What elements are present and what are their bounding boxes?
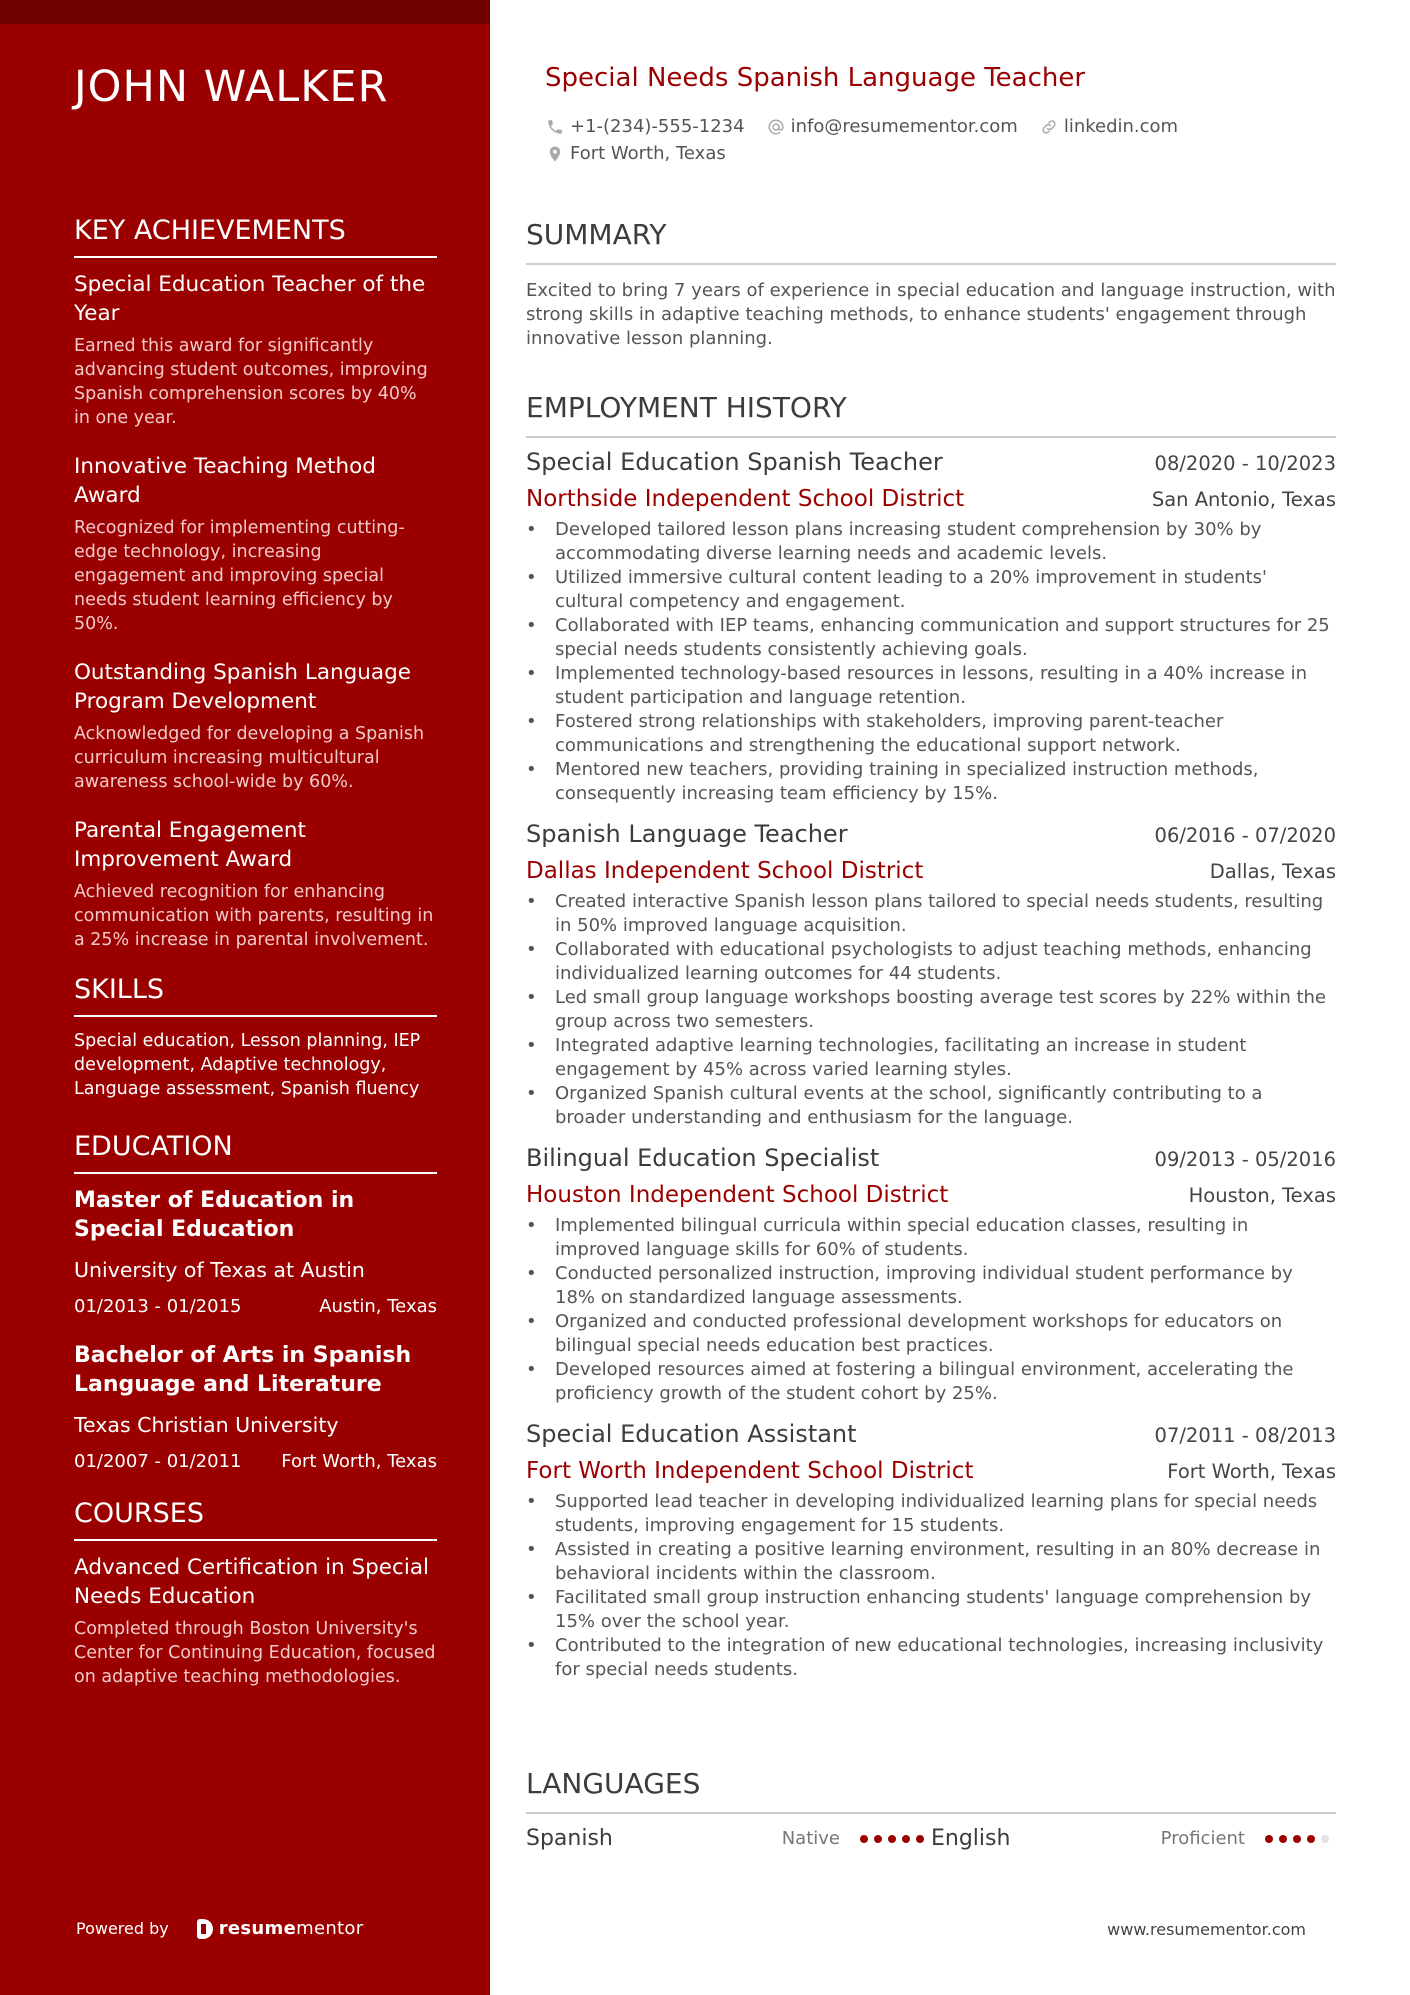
achievement-item bbox=[74, 270, 437, 430]
job-bullet: • Organized Spanish cultural events at the school, significantly contributing to a broader understanding and enthusiasm for the language. bbox=[526, 1082, 1336, 1130]
job-entry bbox=[526, 1420, 1336, 1682]
job-dates: 07/2011 - 08/2013 bbox=[1154, 1424, 1336, 1447]
rating-dot bbox=[902, 1835, 910, 1843]
education-school: University of Texas at Austin bbox=[74, 1258, 365, 1282]
job-bullet: • Assisted in creating a positive learning environment, resulting in an 80% decrease in behavioral incidents within the classroom. bbox=[526, 1538, 1336, 1586]
job-location: Dallas, Texas bbox=[1209, 860, 1336, 883]
job-bullet: • Utilized immersive cultural content leading to a 20% improvement in students' cultural competency and engagement. bbox=[526, 566, 1336, 614]
skills-heading: SKILLS bbox=[74, 974, 437, 1017]
job-role: Special Education Assistant bbox=[526, 1420, 857, 1448]
job-bullets bbox=[526, 518, 1336, 806]
education-location: Fort Worth, Texas bbox=[281, 1451, 437, 1472]
languages-section bbox=[526, 1767, 1336, 1851]
rating-dot bbox=[916, 1835, 924, 1843]
at-icon bbox=[767, 118, 785, 136]
education-dates: 01/2013 - 01/2015 bbox=[74, 1296, 242, 1317]
job-header bbox=[526, 820, 1336, 848]
summary-section bbox=[526, 218, 1336, 351]
course-title: Advanced Certification in Special Needs Education bbox=[74, 1555, 429, 1609]
language-rating bbox=[860, 1835, 924, 1843]
education-heading: EDUCATION bbox=[74, 1131, 437, 1174]
job-bullet: • Integrated adaptive learning technologies, facilitating an increase in student engagement by 45% across varied learning styles. bbox=[526, 1034, 1336, 1082]
job-entry bbox=[526, 1144, 1336, 1406]
skills-text: Special education, Lesson planning, IEP development, Adaptive technology, Language assessment, Spanish fluency bbox=[74, 1031, 421, 1099]
course-item bbox=[74, 1553, 437, 1689]
education-location: Austin, Texas bbox=[319, 1296, 437, 1317]
rating-dot bbox=[1321, 1835, 1329, 1843]
contact-info bbox=[546, 113, 1178, 167]
job-role: Bilingual Education Specialist bbox=[526, 1144, 880, 1172]
language-item bbox=[931, 1826, 1336, 1851]
achievement-description: Acknowledged for developing a Spanish curriculum increasing multicultural awareness school-wide by 60%. bbox=[74, 724, 425, 792]
language-level: Native bbox=[781, 1828, 840, 1849]
rating-dot bbox=[1293, 1835, 1301, 1843]
phone-text: +1-(234)-555-1234 bbox=[570, 116, 745, 137]
job-company: Houston Independent School District bbox=[526, 1182, 949, 1208]
achievement-description: Achieved recognition for enhancing communication with parents, resulting in a 25% increase in parental involvement. bbox=[74, 882, 434, 950]
employment-heading: EMPLOYMENT HISTORY bbox=[526, 391, 1336, 438]
job-bullet: • Collaborated with IEP teams, enhancing communication and support structures for 25 special needs students consistently achieving goals. bbox=[526, 614, 1336, 662]
location-text: Fort Worth, Texas bbox=[570, 143, 726, 164]
job-bullet: • Created interactive Spanish lesson plans tailored to special needs students, resulting in 50% improved language acquisition. bbox=[526, 890, 1336, 938]
phone-contact[interactable] bbox=[546, 116, 745, 137]
job-bullet: • Organized and conducted professional development workshops for educators on bilingual special needs education best practices. bbox=[526, 1310, 1336, 1358]
job-company: Fort Worth Independent School District bbox=[526, 1458, 974, 1484]
achievement-item bbox=[74, 658, 437, 794]
employment-section bbox=[526, 391, 1336, 1682]
achievement-title: Innovative Teaching Method Award bbox=[74, 454, 376, 508]
job-bullet: • Mentored new teachers, providing training in specialized instruction methods, consequently increasing team efficiency by 15%. bbox=[526, 758, 1336, 806]
course-description: Completed through Boston University's Center for Continuing Education, focused on adaptive teaching methodologies. bbox=[74, 1619, 436, 1687]
summary-heading: SUMMARY bbox=[526, 218, 1336, 265]
job-entry bbox=[526, 448, 1336, 806]
job-bullets bbox=[526, 1214, 1336, 1406]
job-bullet: • Developed resources aimed at fostering a bilingual environment, accelerating the proficiency growth of the student cohort by 25%. bbox=[526, 1358, 1336, 1406]
education-meta bbox=[74, 1451, 437, 1472]
sidebar bbox=[0, 0, 490, 1995]
education-dates: 01/2007 - 01/2011 bbox=[74, 1451, 242, 1472]
language-name: Spanish bbox=[526, 1826, 613, 1851]
location-pin-icon bbox=[546, 145, 564, 163]
education-degree: Bachelor of Arts in Spanish Language and Literature bbox=[74, 1343, 412, 1397]
email-text: info@resumementor.com bbox=[790, 116, 1018, 137]
powered-by-label: Powered by bbox=[76, 1919, 169, 1938]
linkedin-text: linkedin.com bbox=[1063, 116, 1179, 137]
education-meta bbox=[74, 1296, 437, 1317]
phone-icon bbox=[546, 118, 564, 136]
job-bullet: • Facilitated small group instruction enhancing students' language comprehension by 15% over the school year. bbox=[526, 1586, 1336, 1634]
achievement-item bbox=[74, 816, 437, 952]
achievement-description: Earned this award for significantly advancing student outcomes, improving Spanish comprehension scores by 40% in one year. bbox=[74, 336, 428, 428]
education-item bbox=[74, 1341, 437, 1472]
job-bullets bbox=[526, 890, 1336, 1130]
job-company: Dallas Independent School District bbox=[526, 858, 924, 884]
language-name: English bbox=[931, 1826, 1011, 1851]
job-entry bbox=[526, 820, 1336, 1130]
job-dates: 08/2020 - 10/2023 bbox=[1154, 452, 1336, 475]
brand-logo[interactable] bbox=[197, 1918, 364, 1939]
email-contact[interactable] bbox=[767, 116, 1018, 137]
achievement-item bbox=[74, 452, 437, 636]
job-role: Special Education Spanish Teacher bbox=[526, 448, 943, 476]
job-dates: 09/2013 - 05/2016 bbox=[1154, 1148, 1336, 1171]
job-header bbox=[526, 448, 1336, 476]
language-level: Proficient bbox=[1160, 1828, 1245, 1849]
sidebar-content bbox=[74, 215, 437, 1689]
brand-name-bold: resume bbox=[218, 1918, 297, 1939]
linkedin-contact[interactable] bbox=[1040, 116, 1178, 137]
job-subheader bbox=[526, 486, 1336, 512]
summary-text: Excited to bring 7 years of experience in special education and language instruction, with strong skills in adaptive teaching methods, to enhance students' engagement through innovative lesson planning. bbox=[526, 280, 1336, 349]
achievement-title: Special Education Teacher of the Year bbox=[74, 272, 426, 326]
job-dates: 06/2016 - 07/2020 bbox=[1154, 824, 1336, 847]
powered-by bbox=[76, 1918, 363, 1939]
education-item bbox=[74, 1186, 437, 1317]
brand-name-light: mentor bbox=[296, 1918, 364, 1939]
job-bullet: • Contributed to the integration of new educational technologies, increasing inclusivity for special needs students. bbox=[526, 1634, 1336, 1682]
rating-dot bbox=[1279, 1835, 1287, 1843]
job-location: San Antonio, Texas bbox=[1151, 488, 1336, 511]
courses-list bbox=[74, 1553, 437, 1689]
job-location: Houston, Texas bbox=[1188, 1184, 1336, 1207]
rating-dot bbox=[874, 1835, 882, 1843]
jobs-list bbox=[526, 448, 1336, 1682]
candidate-name: JOHN WALKER bbox=[74, 62, 389, 112]
achievement-title: Outstanding Spanish Language Program Development bbox=[74, 660, 411, 714]
education-school: Texas Christian University bbox=[74, 1413, 339, 1437]
job-bullet: • Led small group language workshops boosting average test scores by 22% within the group across two semesters. bbox=[526, 986, 1336, 1034]
job-subheader bbox=[526, 1182, 1336, 1208]
job-header bbox=[526, 1144, 1336, 1172]
job-location: Fort Worth, Texas bbox=[1167, 1460, 1336, 1483]
rating-dot bbox=[888, 1835, 896, 1843]
job-bullet: • Conducted personalized instruction, improving individual student performance by 18% on standardized language assessments. bbox=[526, 1262, 1336, 1310]
language-item bbox=[526, 1826, 931, 1851]
job-title: Special Needs Spanish Language Teacher bbox=[545, 63, 1086, 93]
job-company: Northside Independent School District bbox=[526, 486, 965, 512]
achievements-list bbox=[74, 270, 437, 952]
job-bullet: • Developed tailored lesson plans increasing student comprehension by 30% by accommodating diverse learning needs and academic levels. bbox=[526, 518, 1336, 566]
rating-dot bbox=[1307, 1835, 1315, 1843]
job-subheader bbox=[526, 1458, 1336, 1484]
job-bullet: • Collaborated with educational psychologists to adjust teaching methods, enhancing individualized learning outcomes for 44 students. bbox=[526, 938, 1336, 986]
languages-heading: LANGUAGES bbox=[526, 1767, 1336, 1814]
courses-heading: COURSES bbox=[74, 1498, 437, 1541]
education-list bbox=[74, 1186, 437, 1472]
job-header bbox=[526, 1420, 1336, 1448]
achievement-title: Parental Engagement Improvement Award bbox=[74, 818, 306, 872]
sidebar-top-bar bbox=[0, 0, 490, 24]
rating-dot bbox=[1265, 1835, 1273, 1843]
education-degree: Master of Education in Special Education bbox=[74, 1188, 355, 1242]
rating-dot bbox=[860, 1835, 868, 1843]
job-subheader bbox=[526, 858, 1336, 884]
location-contact bbox=[546, 143, 726, 164]
website-url[interactable]: www.resumementor.com bbox=[1107, 1920, 1306, 1939]
job-bullet: • Fostered strong relationships with stakeholders, improving parent-teacher communications and strengthening the educational support network. bbox=[526, 710, 1336, 758]
job-bullet: • Supported lead teacher in developing individualized learning plans for special needs students, improving engagement for 15 students. bbox=[526, 1490, 1336, 1538]
job-bullet: • Implemented technology-based resources in lessons, resulting in a 40% increase in student participation and language retention. bbox=[526, 662, 1336, 710]
job-role: Spanish Language Teacher bbox=[526, 820, 848, 848]
resumementor-logo-icon bbox=[197, 1919, 213, 1939]
language-rating bbox=[1265, 1835, 1329, 1843]
achievement-description: Recognized for implementing cutting-edge technology, increasing engagement and improving special needs student learning efficiency by 50%. bbox=[74, 518, 405, 634]
achievements-heading: KEY ACHIEVEMENTS bbox=[74, 215, 437, 258]
link-icon bbox=[1040, 118, 1058, 136]
languages-list bbox=[526, 1826, 1336, 1851]
job-bullets bbox=[526, 1490, 1336, 1682]
job-bullet: • Implemented bilingual curricula within special education classes, resulting in improved language skills for 60% of students. bbox=[526, 1214, 1336, 1262]
